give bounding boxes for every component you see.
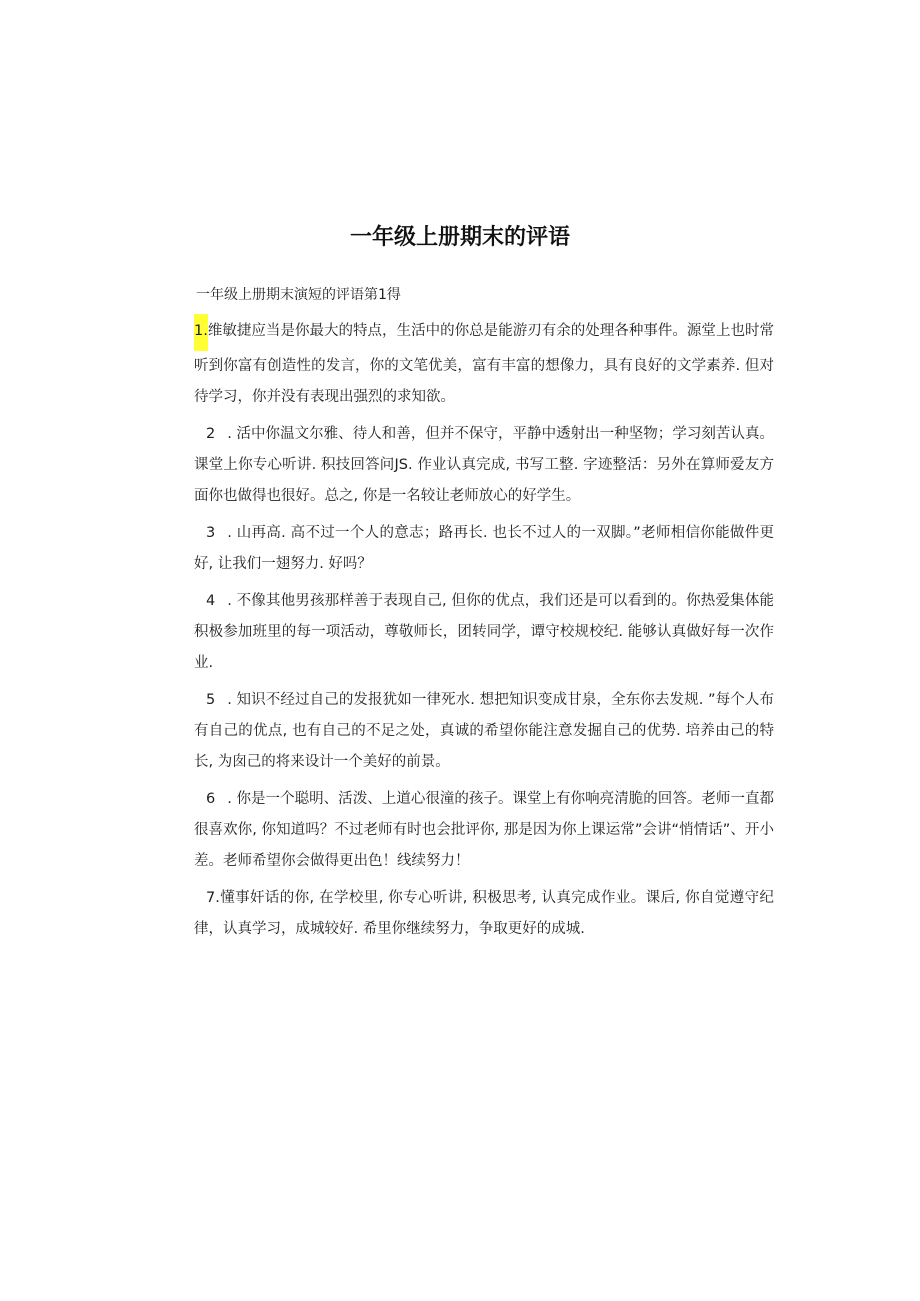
paragraph-text: . 不像其他男孩那样善于表现自己, 但你的优点，我们还是可以看到的。你热爱集体能积极参加班里的每一项活动，尊敬师长，团转同学，谭守校规校纪. 能够认真做好每一次作业. — [194, 593, 774, 671]
paragraph-text: . 活中你温文尔雅、待人和善，但并不保守，平静中透射出一种坚物；学习刻苦认真。课堂上你专心听讲. 积技回答问JS. 作业认真完成, 书写工整. 字迹整活：另外在算师爱友方面你也做得也很好。总之, 你是一名较让老师放心的好学生。 — [194, 426, 774, 504]
document-title: 一年级上册期末的评语 — [349, 225, 570, 250]
paragraph-6 — [194, 784, 774, 877]
paragraph-number-highlighted: 1. — [194, 314, 208, 351]
paragraph-number: 6 — [206, 791, 216, 807]
paragraph-4 — [194, 586, 774, 679]
paragraph-number: 2 — [206, 426, 216, 442]
paragraph-number: 5 — [206, 692, 216, 708]
paragraph-5 — [194, 685, 774, 778]
paragraph-text: . 山再高. 高不过一个人的意志；路再长. 也长不过人的一双脚。”老师相信你能做件更好, 让我们一翅努力. 好吗？ — [194, 525, 774, 572]
paragraph-2 — [194, 419, 774, 512]
document-subtitle: 一年级上册期末演短的评语第1得 — [196, 287, 401, 303]
document-body — [194, 314, 774, 945]
paragraph-text: . 知识不经过自己的发报犹如一律死水. 想把知识变成甘泉，全东你去发规. ”每个人布有自己的优点, 也有自己的不足之处，真诚的希望你能注意发掘自己的优势. 培养由己的特长, 为囱己的将来设计一个美好的前景。 — [194, 692, 774, 770]
paragraph-number: 7. — [206, 890, 220, 906]
paragraph-text: 维敏捷应当是你最大的特点，生活中的你总是能游刃有余的处理各种事件。源堂上也时常听到你富有创造性的发言，你的文笔优美，富有丰富的想像力，具有良好的文学素养. 但对待学习，你并没有表现出强烈的求知欲。 — [194, 323, 774, 405]
paragraph-1 — [194, 314, 774, 413]
paragraph-number: 3 — [206, 525, 216, 541]
paragraph-7 — [194, 883, 774, 945]
paragraph-number: 4 — [206, 593, 216, 609]
paragraph-text: 懂事奸话的你, 在学校里, 你专心听讲, 积极思考, 认真完成作业。课后, 你自觉遵守纪律，认真学习，成城较好. 希里你继续努力，争取更好的成城. — [194, 890, 774, 937]
paragraph-3 — [194, 518, 774, 580]
paragraph-text: . 你是一个聪明、活泼、上道心很潼的孩子。课堂上有你响亮清脆的回答。老师一直都很喜欢你, 你知道吗？不过老师有时也会批评你, 那是因为你上课运常”会讲“悄情话”、开小差。老师希望你会做得更出色！线续努力！ — [194, 791, 774, 869]
